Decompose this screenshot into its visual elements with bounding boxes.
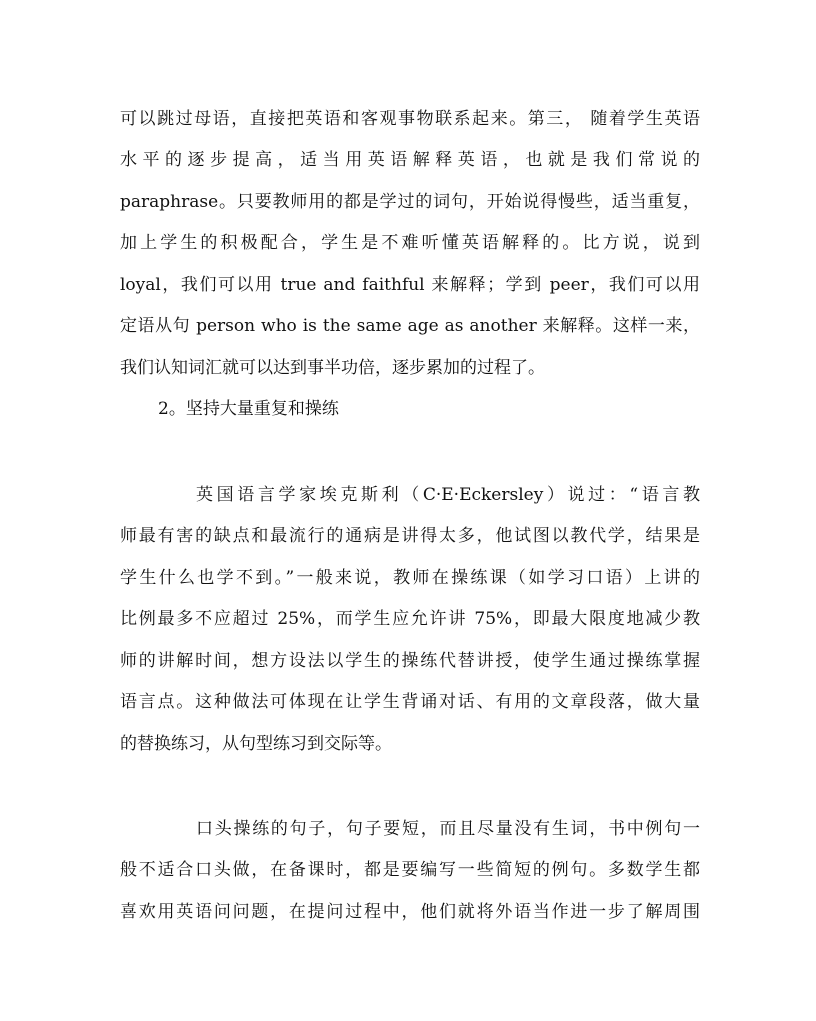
paragraph-1-line: 我们认知词汇就可以达到事半功倍，逐步累加的过程了。 <box>120 358 545 378</box>
paragraph-3-line: 口头操练的句子，句子要短，而且尽量没有生词，书中例句一 <box>196 819 700 839</box>
section-heading: 2。坚持大量重复和操练 <box>158 399 339 419</box>
paragraph-2-line: 英国语言学家埃克斯利（C·E·Eckersley）说过：“语言教 <box>196 485 700 505</box>
paragraph-1-line: 加上学生的积极配合，学生是不难听懂英语解释的。比方说，说到 <box>120 233 700 253</box>
paragraph-3-line: 般不适合口头做，在备课时，都是要编写一些简短的例句。多数学生都 <box>120 860 700 880</box>
paragraph-3-line: 喜欢用英语问问题，在提问过程中，他们就将外语当作进一步了解周围 <box>120 902 700 922</box>
paragraph-2-line: 的替换练习，从句型练习到交际等。 <box>120 734 392 754</box>
paragraph-2-line: 比例最多不应超过 25%，而学生应允许讲 75%，即最大限度地减少教 <box>120 609 700 629</box>
paragraph-1-line: 水平的逐步提高，适当用英语解释英语，也就是我们常说的 <box>120 150 700 170</box>
paragraph-2-line: 师最有害的缺点和最流行的通病是讲得太多，他试图以教代学，结果是 <box>120 526 700 546</box>
paragraph-1-line: paraphrase。只要教师用的都是学过的词句，开始说得慢些，适当重复， <box>120 192 700 212</box>
paragraph-1-line: 可以跳过母语，直接把英语和客观事物联系起来。第三， 随着学生英语 <box>120 109 700 129</box>
paragraph-1-line: 定语从句 person who is the same age as another 来解释。这样一来， <box>120 316 700 336</box>
paragraph-2-line: 语言点。这种做法可体现在让学生背诵对话、有用的文章段落，做大量 <box>120 692 700 712</box>
paragraph-2-line: 师的讲解时间，想方设法以学生的操练代替讲授，使学生通过操练掌握 <box>120 651 700 671</box>
paragraph-1-line: loyal，我们可以用 true and faithful 来解释；学到 peer，我们可以用 <box>120 275 700 295</box>
paragraph-2-line: 学生什么也学不到。”一般来说，教师在操练课（如学习口语）上讲的 <box>120 568 700 588</box>
